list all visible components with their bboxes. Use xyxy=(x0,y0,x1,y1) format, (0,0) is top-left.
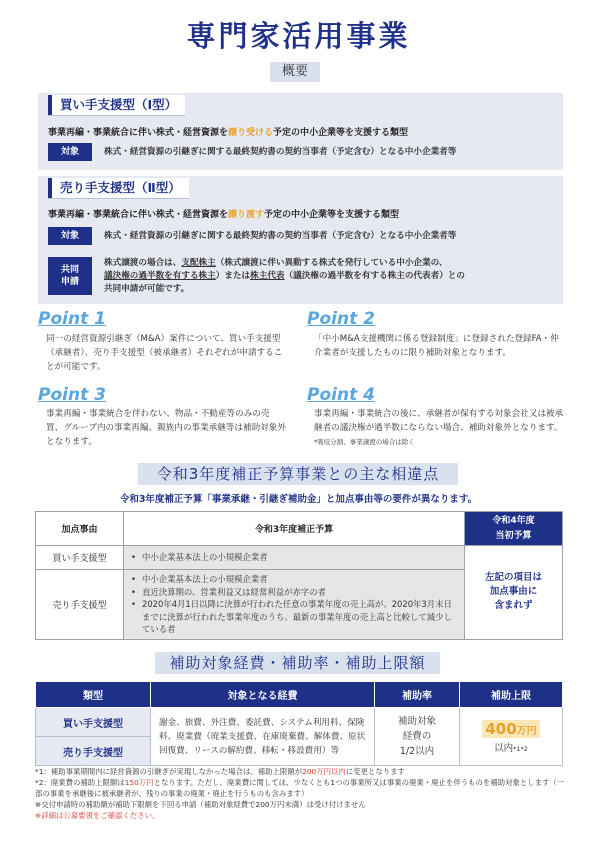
seller-description xyxy=(48,207,399,220)
overview-label: 概要 xyxy=(270,62,320,82)
note-1-pre: *1：補助事業期間内に経営資源の引継ぎが実現しなかった場合は、補助上限額が xyxy=(35,767,303,776)
list-item: • 2020年4月1日以降に決算が行われた任意の事業年度の売上高が、2020年3月末日までに決算が行われた事業年度のうち、最新の事業年度の売上高と比較して減少している者 xyxy=(130,598,458,636)
seller-target-tag: 対象 xyxy=(48,227,92,245)
header-type: 類型 xyxy=(36,682,151,708)
buyer-desc-pre: 事業再編・事業統合に伴い株式・経営資源を xyxy=(48,128,229,138)
buyer-target-text: 株式・経営資源の引継ぎに関する最終契約書の契約当事者（予定含む）となる中小企業者等 xyxy=(104,147,457,157)
page-title: 専門家活用事業 xyxy=(186,19,411,53)
header-reason: 加点事由 xyxy=(36,512,124,546)
point-1-text: 同一の経営資源引継ぎ（M&A）案件について、買い手支援型（承継者）、売り手支援型（被承継者）それぞれが申請することが可能です。 xyxy=(46,334,283,372)
list-item: • 中小企業基本法上の小規模企業者 xyxy=(130,551,458,564)
joint-c: （株式譲渡に伴い異動する株式を発行している中小企業の、 xyxy=(215,258,448,268)
note-3: ※交付申請時の補助額が補助下限額を下回る申請（補助対象経費で200万円未満）は受け付けません xyxy=(35,800,366,809)
point-4-title: Point 4 xyxy=(307,385,375,405)
footnotes xyxy=(35,766,565,821)
r4-note-line1: 左記の項目は xyxy=(484,572,542,584)
row-buyer-label: 買い手支援型 xyxy=(36,546,124,570)
buyer-description xyxy=(48,125,408,138)
point-3-title: Point 3 xyxy=(38,385,106,405)
joint-h: 共同申請が可能です。 xyxy=(104,284,190,294)
note-2-pre: *2：廃業費の補助上限額は xyxy=(35,778,125,787)
rate-line1: 補助対象 xyxy=(397,716,436,727)
limit-unit: 万円 xyxy=(516,725,537,737)
subsidy-title: 補助対象経費・補助率・補助上限額 xyxy=(155,652,440,674)
comparison-subtitle: 令和3年度補正予算「事業承継・引継ぎ補助金」と加点事由等の要件が異なります。 xyxy=(119,494,478,505)
subsidy-table xyxy=(35,681,563,766)
header-r4-line2: 当初予算 xyxy=(495,530,532,541)
point-4-text xyxy=(314,407,564,449)
joint-tag-line1: 共同 xyxy=(60,265,79,275)
note-2 xyxy=(35,777,565,799)
limit-suffix: 以内 xyxy=(494,742,514,754)
list-item: • 中小企業基本法上の小規模企業者 xyxy=(130,573,458,586)
buyer-desc-post: 予定の中小企業等を支援する類型 xyxy=(273,128,409,138)
row-seller-items xyxy=(124,570,465,640)
subsidy-rate xyxy=(375,708,460,766)
seller-type-heading: 売り手支援型（Ⅱ型） xyxy=(48,178,189,198)
comparison-header-row xyxy=(36,512,563,546)
limit-amount-badge xyxy=(482,720,539,738)
note-2-post: となります。ただし、廃業費に関しては、少なくとも1つの事業所又は事業の廃業・廃止を伴うものを補助対象とします（一部の事業を承継後に被承継者が、残りの事業の廃業・廃止を行うものも含みます） xyxy=(35,778,565,798)
subsidy-type-seller: 売り手支援型 xyxy=(36,737,151,766)
joint-b: 支配株主 xyxy=(181,258,216,268)
header-rate: 補助率 xyxy=(375,682,460,708)
joint-tag-line2: 申請 xyxy=(60,277,79,287)
subsidy-header-row xyxy=(36,682,563,708)
note-4: ※詳細は公募要領をご確認ください。 xyxy=(35,811,160,820)
list-item: • 直近決算期の、営業利益又は経常利益が赤字の者 xyxy=(130,586,458,599)
comparison-row-buyer xyxy=(36,546,563,570)
rate-line3: 1/2以内 xyxy=(399,746,435,757)
comparison-title: 令和3年度補正予算事業との主な相違点 xyxy=(138,463,458,485)
point-2-title: Point 2 xyxy=(307,309,375,329)
note-2-highlight: 150万円 xyxy=(124,778,154,787)
joint-application-tag xyxy=(48,257,92,295)
rate-line2: 経費の xyxy=(402,731,432,742)
header-limit: 補助上限 xyxy=(460,682,563,708)
limit-amount: 400 xyxy=(485,719,517,738)
note-1-post: に変更となります xyxy=(345,767,405,776)
seller-target-text: 株式・経営資源の引継ぎに関する最終契約書の契約当事者（予定含む）となる中小企業者等 xyxy=(104,231,457,241)
note-1-highlight: 200万円以内 xyxy=(302,767,346,776)
note-1 xyxy=(35,766,565,777)
joint-e: ）または xyxy=(215,271,251,281)
subsidy-type-buyer: 買い手支援型 xyxy=(36,708,151,737)
header-expense: 対象となる経費 xyxy=(151,682,375,708)
r4-note-line2: 加点事由に xyxy=(489,586,538,598)
point-2-text: 「中小M&A支援機関に係る登録制度」に登録された登録FA・仲介業者が支援したものに限り補助対象となります。 xyxy=(314,334,559,358)
point-4-body: 事業再編・事業統合の後に、承継者が保有する対象会社又は被承継者の議決権が過半数にならない場合、補助対象外となります。 xyxy=(314,409,564,433)
header-r3: 令和3年度補正予算 xyxy=(124,512,465,546)
buyer-type-heading: 買い手支援型（Ⅰ型） xyxy=(48,95,185,115)
comparison-table xyxy=(35,511,563,640)
joint-g: （議決権の過半数を有する株主の代表者）との xyxy=(284,271,465,281)
subsidy-expenses: 謝金、旅費、外注費、委託費、システム利用料、保険料、廃業費（廃業支援費、在庫廃棄費、解体費、原状回復費、リースの解約費、移転・移設費用）等 xyxy=(151,708,375,766)
row-seller-label: 売り手支援型 xyxy=(36,570,124,640)
buyer-desc-highlight: 譲り受ける xyxy=(228,128,274,138)
seller-desc-highlight: 譲り渡す xyxy=(228,210,265,220)
limit-note: *1*2 xyxy=(513,744,528,753)
subsidy-limit xyxy=(460,708,563,766)
joint-d: 議決権の過半数を有する株主 xyxy=(104,271,216,281)
point-4-note: *吸収分割、事業譲渡の場合は除く xyxy=(314,438,415,446)
r4-note-line3: 含まれず xyxy=(494,600,533,612)
buyer-target-tag: 対象 xyxy=(48,143,92,161)
subsidy-row-buyer xyxy=(36,708,563,737)
point-3-text: 事業再編・事業統合を伴わない、物品・不動産等のみの売買、グループ内の事業再編、親族内の事業承継等は補助対象外となります。 xyxy=(46,409,286,447)
point-1-title: Point 1 xyxy=(38,309,106,329)
seller-desc-pre: 事業再編・事業統合に伴い株式・経営資源を xyxy=(48,210,229,220)
joint-a: 株式譲渡の場合は、 xyxy=(104,258,182,268)
header-r4-line1: 令和4年度 xyxy=(492,515,535,526)
joint-f: 株主代表 xyxy=(250,271,285,281)
seller-desc-post: 予定の中小企業等を支援する類型 xyxy=(264,210,400,220)
joint-application-text xyxy=(104,257,559,296)
row-buyer-items xyxy=(124,546,465,570)
r4-note xyxy=(465,546,563,640)
header-r4 xyxy=(465,512,563,546)
